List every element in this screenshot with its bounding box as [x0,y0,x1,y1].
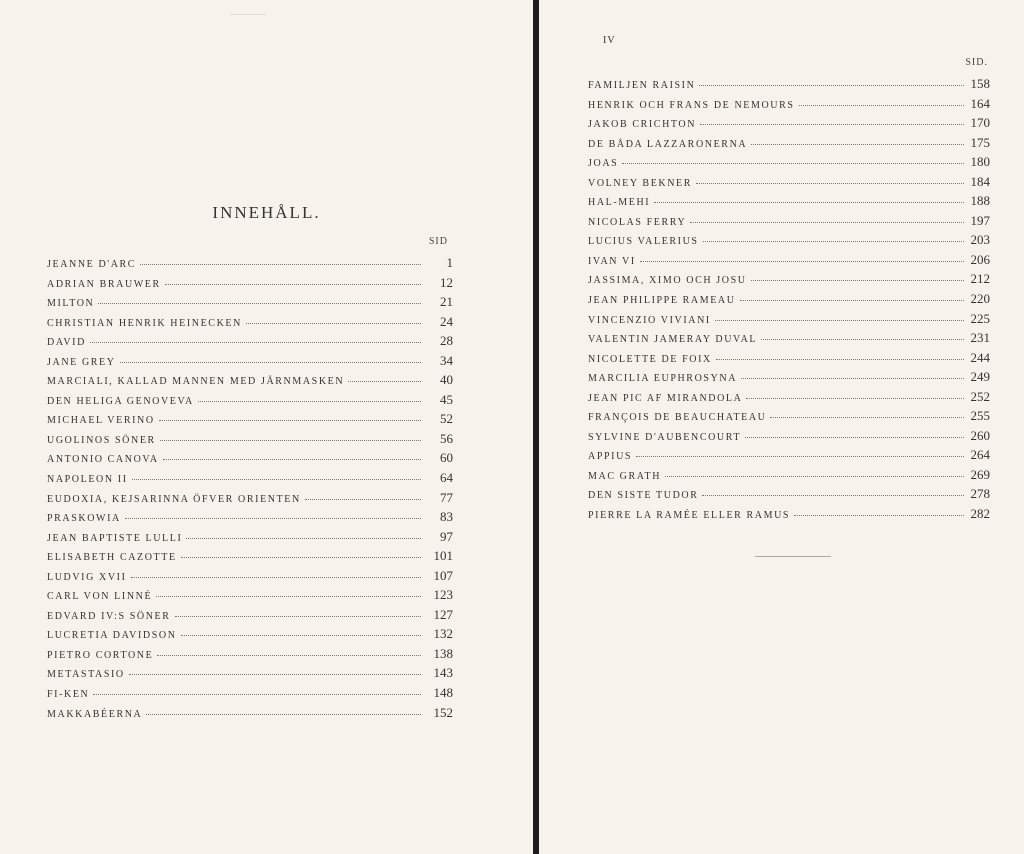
dot-leader [702,495,964,496]
dot-leader [181,557,421,558]
toc-entry [588,486,990,506]
dot-leader [305,499,421,500]
toc-entry-page: 138 [433,645,453,661]
dot-leader [160,440,421,441]
toc-entry-name: SYLVINE D'AUBENCOURT [588,431,742,443]
dot-leader [131,577,421,578]
toc-entry [588,115,990,135]
toc-entry [588,135,990,155]
toc-entry-page: 148 [433,685,453,701]
toc-entry-name: DE BÅDA LAZZARONERNA [588,138,748,150]
toc-entry [47,568,453,588]
toc-entry [47,529,453,549]
dot-leader [348,381,421,382]
toc-entry [47,372,453,392]
toc-entry-page: 252 [970,388,990,404]
toc-entry [47,333,453,353]
toc-entry-name: LUCIUS VALERIUS [588,236,699,248]
dot-leader [165,284,421,285]
toc-entry-page: 158 [970,76,990,91]
toc-entry-name: NICOLETTE DE FOIX [588,353,712,365]
dot-leader [740,300,964,301]
toc-entry [47,626,453,646]
toc-entry [588,389,990,409]
toc-entry-page: 64 [440,470,453,486]
dot-leader [745,437,964,438]
toc-entry-name: LUDVIG XVII [47,571,127,583]
toc-entry [588,291,990,311]
toc-entry [588,311,990,331]
toc-entry-page: 225 [970,310,990,326]
toc-entry [47,665,453,685]
dot-leader [699,85,964,86]
toc-entry-name: EUDOXIA, KEJSARINNA ÖFVER ORIENTEN [47,493,301,505]
dot-leader [140,264,421,265]
dot-leader [93,694,421,695]
toc-entry-name: PIERRE LA RAMÉE ELLER RAMUS [588,510,791,522]
toc-entry-page: 52 [440,411,453,427]
toc-entry [588,193,990,213]
dot-leader [622,163,964,164]
toc-entry [588,271,990,291]
toc-entry-page: 203 [970,232,990,248]
dot-leader [125,518,421,519]
toc-entry-name: EDVARD IV:S SÖNER [47,610,171,622]
toc-entry [588,506,990,526]
toc-entry-name: VINCENZIO VIVIANI [588,314,711,326]
toc-entry-page: 180 [970,154,990,170]
top-rule [230,14,266,15]
end-ornament-rule [755,556,831,557]
toc-entry [47,255,453,275]
toc-entry-name: JAKOB CRICHTON [588,119,697,131]
toc-entry-page: 12 [440,274,453,290]
toc-entry [588,174,990,194]
toc-entry-name: ELISABETH CAZOTTE [47,552,177,564]
dot-leader [156,596,421,597]
toc-entry-page: 184 [970,173,990,189]
toc-entry [47,490,453,510]
toc-entry-name: UGOLINOS SÖNER [47,434,156,446]
toc-entry-page: 212 [970,271,990,287]
toc-entry [588,408,990,428]
toc-entry-name: DEN SISTE TUDOR [588,490,699,502]
toc-entry [47,450,453,470]
toc-entry [47,705,453,725]
dot-leader [654,202,964,203]
toc-entry-page: 175 [970,134,990,150]
toc-entry-page: 260 [970,427,990,443]
toc-entry-page: 264 [970,447,990,463]
toc-entry-page: 45 [440,391,453,407]
toc-entry-name: VALENTIN JAMERAY DUVAL [588,334,758,346]
toc-entry-page: 56 [440,430,453,446]
dot-leader [690,222,964,223]
toc-entry-name: CARL VON LINNÉ [47,591,153,603]
dot-leader [181,635,421,636]
toc-entry-page: 188 [970,193,990,209]
toc-entry-page: 101 [433,548,453,564]
toc-entry-page: 24 [440,313,453,329]
toc-entry-name: JANE GREY [47,356,116,368]
toc-entry [47,587,453,607]
toc-entry-name: METASTASIO [47,669,125,681]
toc-entry-page: 170 [970,115,990,131]
dot-leader [159,420,421,421]
dot-leader [741,378,964,379]
toc-entry [588,252,990,272]
toc-entry [588,447,990,467]
toc-entry [47,646,453,666]
toc-entry-name: JASSIMA, XIMO OCH JOSU [588,275,747,287]
toc-entry-page: 278 [970,486,990,502]
toc-entry [47,470,453,490]
toc-entry-name: NAPOLEON II [47,474,128,486]
toc-entry-page: 231 [970,330,990,346]
toc-entry-page: 77 [440,489,453,505]
dot-leader [157,655,421,656]
toc-entry [47,548,453,568]
dot-leader [90,342,421,343]
toc-right [588,76,990,526]
toc-entry [588,96,990,116]
toc-entry-name: FAMILJEN RAISIN [588,80,696,91]
toc-entry [588,76,990,96]
sid-label-right: SID. [965,57,988,68]
toc-entry-name: MAC GRATH [588,470,662,482]
toc-entry-name: ANTONIO CANOVA [47,454,159,466]
dot-leader [746,398,964,399]
dot-leader [761,339,964,340]
dot-leader [751,280,964,281]
toc-entry-page: 152 [433,704,453,720]
toc-entry [47,509,453,529]
toc-entry [47,314,453,334]
page-number: IV [603,35,616,46]
toc-entry-name: FRANÇOIS DE BEAUCHATEAU [588,412,767,424]
toc-entry-name: DAVID [47,337,86,349]
toc-entry [47,607,453,627]
toc-entry-page: 244 [970,349,990,365]
toc-entry-page: 249 [970,369,990,385]
toc-entry-name: MICHAEL VERINO [47,415,155,427]
toc-entry-name: MAKKABÉERNA [47,708,143,720]
toc-entry-page: 164 [970,95,990,111]
toc-entry-name: MARCILIA EUPHROSYNA [588,373,738,385]
toc-entry [47,411,453,431]
toc-entry-name: ADRIAN BRAUWER [47,278,161,290]
toc-left [47,255,453,724]
toc-entry-page: 127 [433,606,453,622]
dot-leader [198,401,421,402]
dot-leader [163,459,421,460]
dot-leader [98,303,421,304]
toc-entry-page: 206 [970,251,990,267]
toc-entry [47,431,453,451]
toc-entry-name: HAL-MEHI [588,197,651,209]
dot-leader [640,261,964,262]
toc-entry-name: DEN HELIGA GENOVEVA [47,395,194,407]
dot-leader [665,476,964,477]
toc-entry-page: 83 [440,509,453,525]
toc-entry-name: JEAN PIC AF MIRANDOLA [588,392,743,404]
toc-entry-name: HENRIK OCH FRANS DE NEMOURS [588,99,795,111]
dot-leader [696,183,964,184]
dot-leader [700,124,964,125]
toc-entry-name: MARCIALI, KALLAD MANNEN MED JÄRNMASKEN [47,376,345,388]
toc-entry-name: APPIUS [588,451,633,463]
dot-leader [120,362,421,363]
dot-leader [794,515,964,516]
toc-entry-page: 255 [970,408,990,424]
dot-leader [715,320,964,321]
toc-entry-page: 40 [440,372,453,388]
toc-entry-page: 21 [440,294,453,310]
toc-entry-name: MILTON [47,298,95,310]
toc-entry-page: 28 [440,333,453,349]
toc-entry [588,232,990,252]
toc-entry-name: JEAN BAPTISTE LULLI [47,532,183,544]
toc-entry-name: FI-KEN [47,689,90,701]
dot-leader [129,674,421,675]
toc-entry [588,213,990,233]
toc-entry-page: 132 [433,626,453,642]
toc-entry-page: 1 [446,255,453,270]
toc-entry-name: LUCRETIA DAVIDSON [47,630,177,642]
toc-entry [47,392,453,412]
toc-entry-page: 107 [433,567,453,583]
toc-entry-name: NICOLAS FERRY [588,216,687,228]
toc-entry-page: 143 [433,665,453,681]
toc-entry [588,154,990,174]
toc-entry [47,685,453,705]
toc-entry-name: IVAN VI [588,255,636,267]
dot-leader [175,616,421,617]
toc-entry-name: PIETRO CORTONE [47,649,154,661]
dot-leader [636,456,964,457]
dot-leader [751,144,964,145]
dot-leader [246,323,421,324]
toc-entry-page: 123 [433,587,453,603]
toc-entry-page: 269 [970,466,990,482]
toc-entry [588,350,990,370]
contents-title: INNEHÅLL. [212,203,321,222]
toc-entry-name: JEANNE D'ARC [47,259,137,270]
toc-entry-page: 282 [970,506,990,522]
dot-leader [146,714,421,715]
dot-leader [799,105,964,106]
toc-entry [588,428,990,448]
dot-leader [132,479,421,480]
dot-leader [716,359,964,360]
toc-entry-page: 60 [440,450,453,466]
toc-entry [47,275,453,295]
toc-entry-name: JOAS [588,158,619,170]
toc-entry-name: JEAN PHILIPPE RAMEAU [588,295,736,307]
toc-entry-name: PRASKOWIA [47,513,121,525]
sid-label-left: SID [428,236,448,247]
toc-entry [47,294,453,314]
toc-entry-page: 197 [970,212,990,228]
toc-entry-name: CHRISTIAN HENRIK HEINECKEN [47,317,242,329]
toc-entry [47,353,453,373]
dot-leader [186,538,421,539]
toc-entry [588,369,990,389]
dot-leader [770,417,964,418]
toc-entry-name: VOLNEY BEKNER [588,177,693,189]
toc-entry-page: 34 [440,352,453,368]
toc-entry-page: 97 [440,528,453,544]
toc-entry-page: 220 [970,291,990,307]
toc-entry [588,467,990,487]
toc-entry [588,330,990,350]
dot-leader [703,241,964,242]
